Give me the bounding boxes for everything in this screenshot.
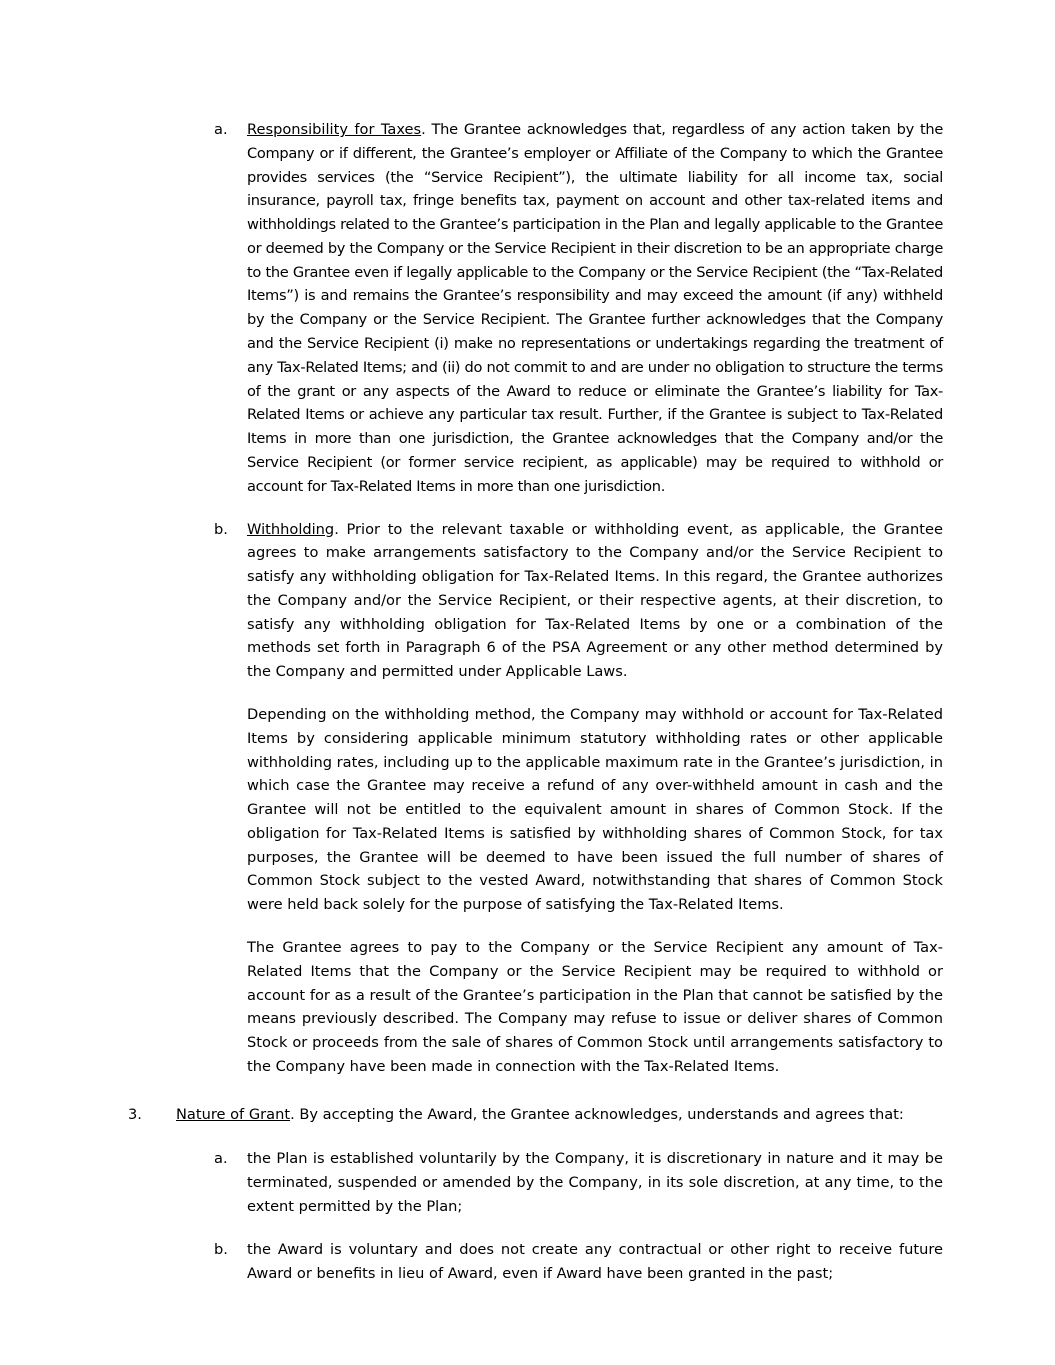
clause-text: . The Grantee acknowledges that, regardless of any action taken by the Company or if different, the Grantee’s employer or Affiliate of the Company to which the Grantee provides services (the “Service Recipient”), the ultimate liability for all income tax, social insurance, payroll tax, fringe benefits tax, payment on account and other tax-related items and withholdings related to the Grantee’s participation in the Plan and legally applicable to the Grantee or deemed by the Company or the Service Recipient in their discretion to be an appropriate charge to the Grantee even if legally applicable to the Company or the Service Recipient (the “Tax-Related Items”) is and remains the Grantee’s responsibility and may exceed the amount (if any) withheld by the Company or the Service Recipient. The Grantee further acknowledges that the Company and the Service Recipient (i) make no representations or undertakings regarding the treatment of any Tax-Related Items; and (ii) do not commit to and are under no obligation to structure the terms of the grant or any aspects of the Award to reduce or eliminate the Grantee’s liability for Tax-Related Items or achieve any particular tax result. Further, if the Grantee is subject to Tax-Related Items in more than one jurisdiction, the Grantee acknowledges that the Company and/or the Service Recipient (or former service recipient, as applicable) may be required to withhold or account for Tax-Related Items in more than one jurisdiction. <box>247 121 943 495</box>
clause-paragraph <box>247 518 943 684</box>
clause-marker: a. <box>214 121 228 138</box>
clause-heading: Nature of Grant <box>176 1105 291 1123</box>
clause-marker: 3. <box>128 1105 142 1123</box>
clause-nature-of-grant <box>112 1103 943 1127</box>
clause-award-voluntary <box>112 1238 943 1286</box>
clause-plan-voluntary <box>112 1147 943 1218</box>
clause-heading: Responsibility for Taxes <box>247 121 422 138</box>
clause-content <box>247 518 943 1079</box>
clause-content <box>247 118 943 499</box>
clause-content <box>247 1147 943 1218</box>
clause-paragraph <box>247 118 943 499</box>
clause-heading: Withholding <box>247 520 335 538</box>
clause-responsibility-for-taxes <box>112 118 943 499</box>
clause-marker: b. <box>214 1240 228 1258</box>
clause-paragraph: the Award is voluntary and does not create any contractual or other right to receive future Award or benefits in lieu of Award, even if Award have been granted in the past; <box>247 1240 943 1282</box>
document-body <box>112 118 943 1285</box>
clause-marker: b. <box>214 520 228 538</box>
clause-withholding <box>112 518 943 1079</box>
clause-paragraph: the Plan is established voluntarily by the Company, it is discretionary in nature and it may be terminated, suspended or amended by the Company, in its sole discretion, at any time, to the extent permitted by the Plan; <box>247 1150 943 1216</box>
clause-paragraph: Depending on the withholding method, the Company may withhold or account for Tax-Related Items by considering applicable minimum statutory withholding rates or other applicable withholding rates, including up to the applicable maximum rate in the Grantee’s jurisdiction, in which case the Grantee may receive a refund of any over-withheld amount in cash and the Grantee will not be entitled to the equivalent amount in shares of Common Stock. If the obligation for Tax-Related Items is satisfied by withholding shares of Common Stock, for tax purposes, the Grantee will be deemed to have been issued the full number of shares of Common Stock subject to the vested Award, notwithstanding that shares of Common Stock were held back solely for the purpose of satisfying the Tax-Related Items. <box>247 705 943 914</box>
clause-content <box>176 1103 943 1127</box>
clause-paragraph: The Grantee agrees to pay to the Company or the Service Recipient any amount of Tax-Related Items that the Company or the Service Recipient may be required to withhold or account for as a result of the Grantee’s participation in the Plan that cannot be satisfied by the means previously described. The Company may refuse to issue or deliver shares of Common Stock or proceeds from the sale of shares of Common Stock until arrangements satisfactory to the Company have been made in connection with the Tax-Related Items. <box>247 939 943 1075</box>
clause-text: . Prior to the relevant taxable or withholding event, as applicable, the Grantee agrees to make arrangements satisfactory to the Company and/or the Service Recipient to satisfy any withholding obligation for Tax-Related Items. In this regard, the Grantee authorizes the Company and/or the Service Recipient, or their respective agents, at their discretion, to satisfy any withholding obligation for Tax-Related Items by one or a combination of the methods set forth in Paragraph 6 of the PSA Agreement or any other method determined by the Company and permitted under Applicable Laws. <box>247 520 943 681</box>
clause-marker: a. <box>214 1150 228 1168</box>
clause-content <box>247 1238 943 1286</box>
clause-text: . By accepting the Award, the Grantee acknowledges, understands and agrees that: <box>290 1105 904 1123</box>
